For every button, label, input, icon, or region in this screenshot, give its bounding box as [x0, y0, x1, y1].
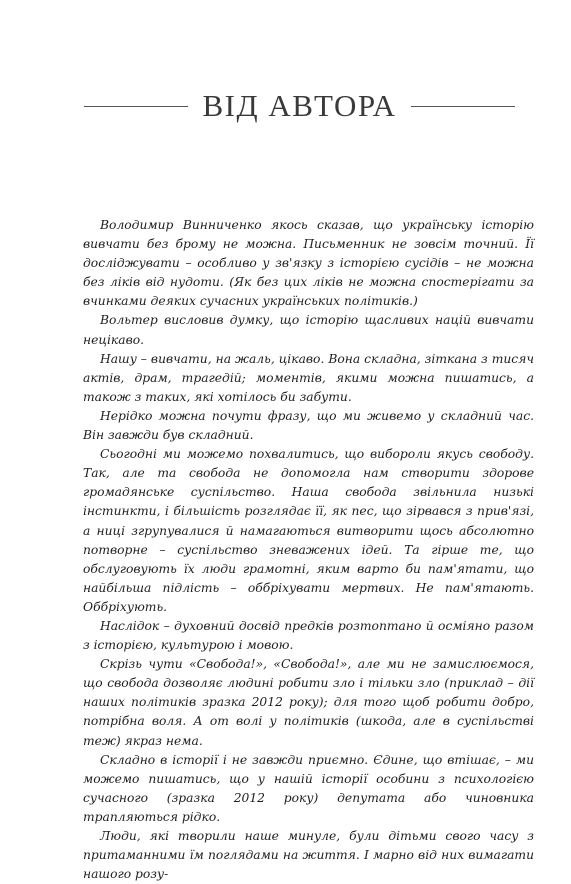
paragraph: Володимир Винниченко якось сказав, що українську історію вивчати без брому не можна. Письменник не зовсім точний. Її досліджувати – особливо у зв'язку з історією сусідів – не можна без ліків від нудоти. (Як без цих ліків не можна спостерігати за вчинками деяких сучасних українських політиків.) — [83, 218, 534, 309]
chapter-title: ВІД АВТОРА — [202, 88, 397, 123]
heading-rule-right — [411, 106, 515, 107]
body-text — [83, 216, 534, 884]
chapter-heading — [84, 86, 515, 126]
paragraph: Нерідко можна почути фразу, що ми живемо у складний час. Він завжди був складний. — [83, 408, 534, 443]
paragraph: Наслідок – духовний досвід предків розтоптано й осміяно разом з історією, культурою і мовою. — [83, 618, 534, 653]
paragraph: Сьогодні ми можемо похвалитись, що вибороли якусь свободу. Так, але та свобода не допомогла нам створити здорове громадянське суспільство. Наша свобода звільнила низькі інстинкти, і більшість розглядає її, як пес, що зірвався з прив'язі, а ниці згрупувалися й намагаються витворити щось абсолютно потворне – суспільство зневажених ідей. Та гірше те, що обслуговують їх люди грамотні, яким варто би пам'ятати, що найбільша підлість – оббріхувати мертвих. Не пам'ятають. Оббріхують. — [83, 447, 534, 614]
heading-rule-left — [84, 106, 188, 107]
paragraph: Нашу – вивчати, на жаль, цікаво. Вона складна, зіткана з тисяч актів, драм, трагедій; моментів, якими можна пишатись, а також з таких, які хотілось би забути. — [83, 351, 534, 404]
paragraph: Складно в історії і не завжди приємно. Єдине, що втішає, – ми можемо пишатись, що у нашій історії особини з психологією сучасного (зразка 2012 року) депутата або чиновника трапляються рідко. — [83, 752, 534, 824]
paragraph: Вольтер висловив думку, що історію щасливих націй вивчати нецікаво. — [83, 313, 534, 347]
paragraph: Люди, які творили наше минуле, були дітьми свого часу з притаманними їм поглядами на життя. І марно від них вимагати нашого розу- — [83, 829, 534, 882]
paragraph: Скрізь чути «Свобода!», «Свобода!», але ми не замислюємося, що свобода дозволяє людині робити зло і тільки зло (приклад – дії наших політиків зразка 2012 року); для того щоб робити добро, потрібна воля. А от волі у політиків (шкода, але в суспільстві теж) якраз нема. — [83, 657, 534, 748]
